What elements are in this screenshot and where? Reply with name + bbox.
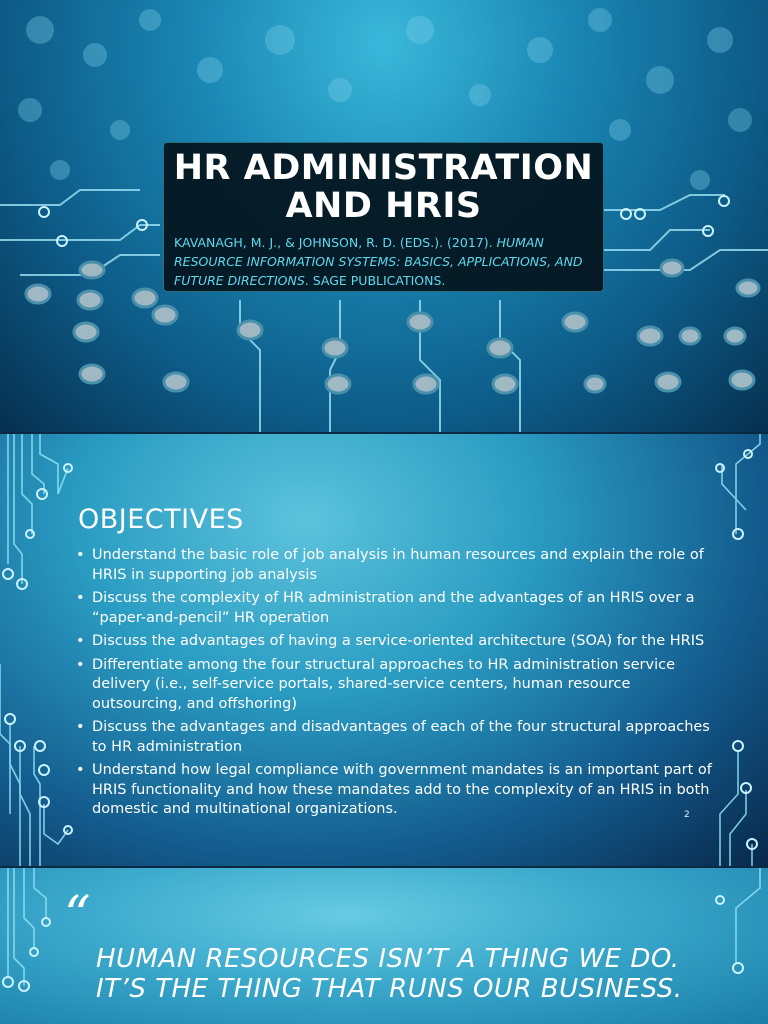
citation <box>174 233 594 290</box>
title-slide <box>0 0 768 432</box>
citation-book-title: HUMAN RESOURCE INFORMATION SYSTEMS: BASICS, APPLICATIONS, AND FUTURE DIRECTIONS <box>174 235 583 288</box>
objectives-list <box>76 546 716 824</box>
page-number: 2 <box>684 810 690 820</box>
citation-publisher: . SAGE PUBLICATIONS. <box>304 273 446 288</box>
slide-title: HR ADMINISTRATION AND HRIS <box>173 148 594 226</box>
citation-authors: KAVANAGH, M. J., & JOHNSON, R. D. (EDS.). (2017). <box>174 235 493 250</box>
objective-item: • Differentiate among the four structural approaches to HR administration service delivery (i.e., self-service portals, shared-service centers, human resource outsourcing, and offshoring) <box>76 656 716 715</box>
objectives-heading: OBJECTIVES <box>78 504 244 535</box>
objective-item: • Discuss the advantages and disadvantages of each of the four structural approaches to HR administration <box>76 718 716 757</box>
objective-item: • Understand the basic role of job analysis in human resources and explain the role of HRIS in supporting job analysis <box>76 546 716 585</box>
quote-slide <box>0 868 768 1024</box>
quote-mark-icon: “ <box>64 886 91 946</box>
objective-item: • Understand how legal compliance with government mandates is an important part of HRIS functionality and how these mandates add to the complexity of an HRIS in both domestic and multinational organizations. <box>76 761 716 820</box>
objective-item: • Discuss the advantages of having a service-oriented architecture (SOA) for the HRIS <box>76 632 716 652</box>
objective-item: • Discuss the complexity of HR administration and the advantages of an HRIS over a “paper-and-pencil” HR operation <box>76 589 716 628</box>
title-box <box>163 142 604 292</box>
quote-text: HUMAN RESOURCES ISN’T A THING WE DO. IT’S THE THING THAT RUNS OUR BUSINESS. <box>96 944 683 1004</box>
objectives-slide <box>0 434 768 866</box>
